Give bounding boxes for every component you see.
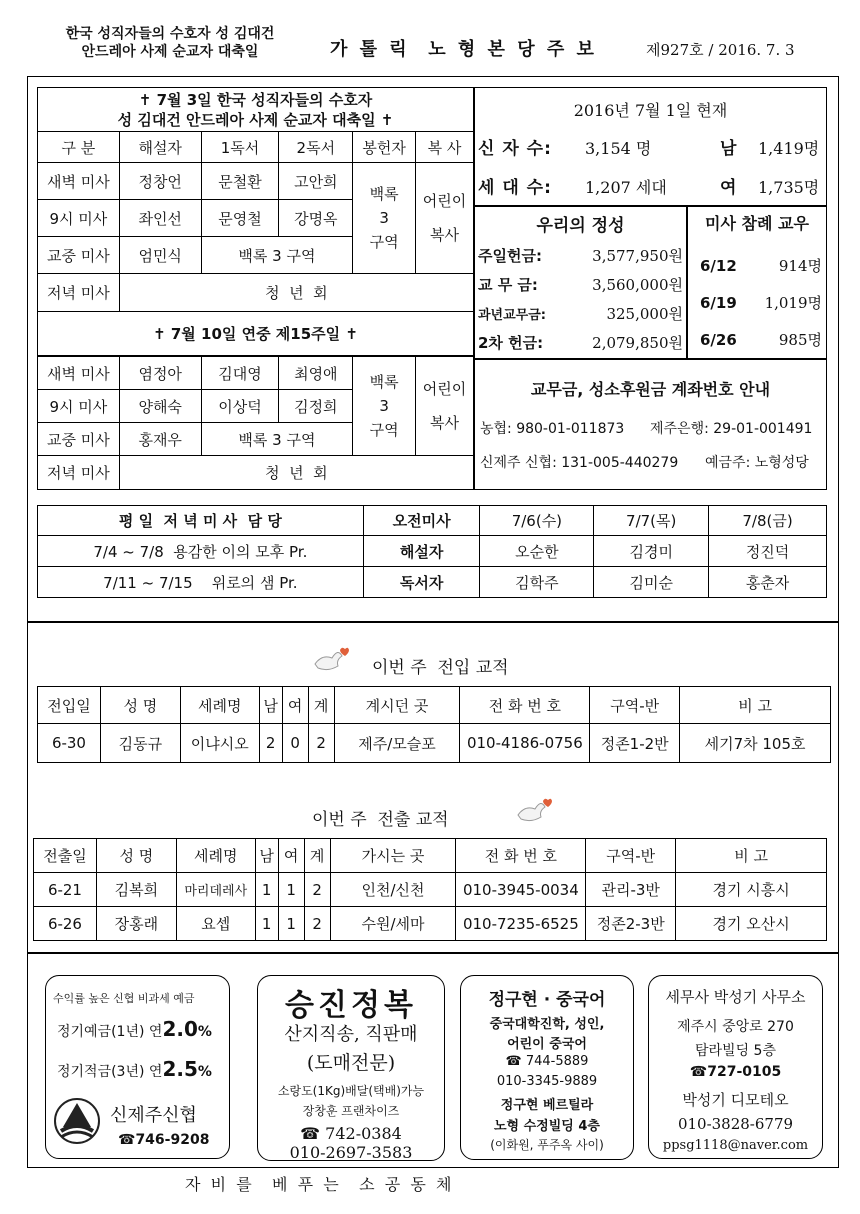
- offertory-group: [353, 357, 416, 456]
- cell: 관리-3반: [586, 873, 676, 907]
- commentator: 정진덕: [709, 536, 827, 567]
- attendance-count: 985명: [778, 331, 822, 349]
- reader1: 이상덕: [201, 390, 279, 423]
- cell: 장홍래: [96, 907, 176, 941]
- col-reading1: 1독서: [201, 132, 279, 163]
- commentator: 오순한: [480, 536, 594, 567]
- attendance-count: 1,019명: [764, 294, 822, 312]
- mass-label: 저녁 미사: [38, 274, 120, 312]
- attendance-date: 6/19: [700, 293, 737, 312]
- col-total: 계: [308, 687, 334, 724]
- roster1-table: [37, 131, 474, 312]
- col-phone: 전 화 번 호: [456, 839, 586, 873]
- date-header: 7/7(목): [594, 506, 709, 536]
- ad2-line3: 소랑도(1Kg)배달(택배)가능: [277, 1084, 425, 1098]
- altar-l2: 복사: [430, 226, 460, 244]
- attendance-title: 미사 참례 교우: [705, 214, 809, 233]
- feast-line1: 한국 성직자들의 수호자 성 김대건: [65, 26, 275, 42]
- offering-label: 주일헌금:: [478, 247, 542, 265]
- offering-label: 과년교무금:: [478, 308, 546, 323]
- col-note: 비 고: [676, 839, 827, 873]
- col-baptismal-name: 세례명: [180, 687, 259, 724]
- attendance-date: 6/12: [700, 256, 737, 275]
- feast-line2: 안드레아 사제 순교자 대축일: [81, 44, 259, 60]
- ad2-line1: 산지직송, 직판매: [284, 1024, 418, 1045]
- ad1-line1: 수익률 높은 신협 비과세 예금: [53, 992, 195, 1005]
- mass-label: 9시 미사: [38, 200, 120, 237]
- ad1-brand: 신제주신협: [110, 1105, 197, 1126]
- reader-label: 독서자: [363, 567, 480, 598]
- ad4-email: ppsg1118@naver.com: [662, 1138, 809, 1153]
- cell: 요셉: [176, 907, 255, 941]
- col-date: 전출일: [34, 839, 97, 873]
- cell: 세기7차 105호: [680, 724, 831, 763]
- offering-value: 3,577,950원: [592, 247, 683, 265]
- cell: 정존1-2반: [590, 724, 680, 763]
- transfer-in-table: [37, 686, 831, 763]
- ad3-mobile: 010-3345-9889: [496, 1074, 598, 1089]
- ad3-line6: 정구현 베르틸라: [500, 1098, 594, 1113]
- col-male: 남: [259, 687, 282, 724]
- cell: 2: [304, 873, 330, 907]
- bulletin-title: 가 톨 릭 노 형 본 당 주 보: [330, 39, 597, 60]
- attendance-count: 914명: [778, 257, 822, 275]
- transfer-out-table: [33, 838, 827, 941]
- cell: 경기 오산시: [676, 907, 827, 941]
- reader2: 강명옥: [279, 200, 353, 237]
- commentator: 좌인선: [119, 200, 201, 237]
- members-value: 3,154 명: [585, 139, 652, 158]
- date-header: 7/6(수): [480, 506, 594, 536]
- ad1-savings-label: 정기적금(3년) 연: [57, 1064, 163, 1080]
- dove-heart-icon: [312, 644, 350, 674]
- reader2: 고안희: [279, 163, 353, 200]
- reader1: 문철환: [201, 163, 279, 200]
- commentator: 양해숙: [119, 390, 201, 423]
- stats-date: 2016년 7월 1일 현재: [573, 101, 728, 120]
- attendance-date: 6/26: [700, 330, 737, 349]
- ad2-line4: 장창훈 프랜차이즈: [302, 1104, 400, 1118]
- ad2-brand: 승진정복: [285, 988, 417, 1023]
- ad3-line8: (이화원, 푸주옥 사이): [490, 1138, 604, 1152]
- youth-group: 청 년 회: [119, 456, 473, 490]
- offering-label: 교 무 금:: [478, 276, 538, 294]
- col-note: 비 고: [680, 687, 831, 724]
- ad3-line3: 어린이 중국어: [507, 1037, 587, 1052]
- account-jeju-bank: 제주은행: 29-01-001491: [650, 421, 813, 437]
- col-date: 전입일: [38, 687, 101, 724]
- col-altar-server: 복 사: [416, 132, 474, 163]
- col-reading2: 2독서: [279, 132, 353, 163]
- ad1-deposit: [57, 1017, 212, 1041]
- reader2: 최영애: [279, 357, 353, 390]
- transfer-out-title: 이번 주 전출 교적: [312, 810, 449, 830]
- ad1-pct: %: [197, 1024, 212, 1040]
- reader1: 문영철: [201, 200, 279, 237]
- cell: 1: [278, 907, 304, 941]
- ad1-pct: %: [197, 1064, 212, 1080]
- cell: 마리데레사: [176, 873, 255, 907]
- reader: 홍춘자: [709, 567, 827, 598]
- commentator: 정창언: [119, 163, 201, 200]
- commentator: 홍재우: [119, 423, 201, 456]
- mass-label: 교중 미사: [38, 423, 120, 456]
- readers: 백록 3 구역: [201, 237, 353, 274]
- offering-value: 2,079,850원: [592, 334, 683, 352]
- ad2-mobile: 010-2697-3583: [289, 1143, 413, 1162]
- credit-union-logo-icon: [53, 1097, 101, 1145]
- cell: 6-26: [34, 907, 97, 941]
- households-value: 1,207 세대: [585, 178, 667, 197]
- weekday-row: 7/4 ~ 7/8 용감한 이의 모후 Pr.: [38, 536, 364, 567]
- commentator: 엄민식: [119, 237, 201, 274]
- offertory-l1: 백록: [369, 185, 399, 203]
- mass-label: 새벽 미사: [38, 163, 120, 200]
- ad1-savings: [57, 1057, 212, 1081]
- ad4-phone: ☎727-0105: [689, 1064, 782, 1080]
- date-header: 7/8(금): [709, 506, 827, 536]
- col-from: 계시던 곳: [334, 687, 460, 724]
- cell: 2: [308, 724, 334, 763]
- mass-label: 교중 미사: [38, 237, 120, 274]
- col-district: 구역-반: [586, 839, 676, 873]
- roster1-title-line2: 성 김대건 안드레아 사제 순교자 대축일 ✝: [117, 110, 394, 129]
- col-offertory: 봉헌자: [353, 132, 416, 163]
- cell: 010-4186-0756: [460, 724, 590, 763]
- ad2-phone: ☎ 742-0384: [300, 1124, 402, 1143]
- mass-label: 9시 미사: [38, 390, 120, 423]
- ad1-deposit-rate: 2.0: [162, 1017, 198, 1041]
- cell: 1: [255, 907, 278, 941]
- ad2-line2: (도매전문): [306, 1052, 396, 1074]
- morning-mass-header: 오전미사: [363, 506, 480, 536]
- col-name: 성 명: [100, 687, 180, 724]
- cell: 김복희: [96, 873, 176, 907]
- account-credit-union: 신제주 신협: 131-005-440279: [480, 455, 679, 471]
- weekday-row: 7/11 ~ 7/15 위로의 샘 Pr.: [38, 567, 364, 598]
- ad3-line1: 정구현 · 중국어: [488, 990, 606, 1010]
- dove-heart-icon: [515, 795, 553, 825]
- cell: 6-21: [34, 873, 97, 907]
- roster2-table: [37, 356, 474, 490]
- commentator-label: 해설자: [363, 536, 480, 567]
- footer-motto: 자 비 를 베 푸 는 소 공 동 체: [185, 1175, 452, 1194]
- cell: 정존2-3반: [586, 907, 676, 941]
- ad1-phone: ☎746-9208: [118, 1132, 210, 1148]
- offertory-l2: 3: [379, 209, 389, 227]
- altar-l1: 어린이: [422, 380, 467, 398]
- cell: 2: [304, 907, 330, 941]
- col-district: 구역-반: [590, 687, 680, 724]
- roster2-title: ✝ 7월 10일 연중 제15주일 ✝: [37, 311, 474, 356]
- offering-value: 325,000원: [606, 305, 683, 323]
- ad3-line2: 중국대학진학, 성인,: [489, 1017, 605, 1032]
- account-nonghyup: 농협: 980-01-011873: [480, 421, 625, 437]
- accounts-title: 교무금, 성소후원금 계좌번호 안내: [530, 380, 771, 399]
- female-value: 1,735명: [758, 178, 820, 197]
- cell: 1: [278, 873, 304, 907]
- offering-value: 3,560,000원: [592, 276, 683, 294]
- cell: 김동규: [100, 724, 180, 763]
- female-label: 여: [720, 178, 737, 198]
- ad1-savings-rate: 2.5: [162, 1057, 198, 1081]
- male-value: 1,419명: [758, 139, 820, 158]
- roster1-title: [37, 87, 474, 131]
- cell: 수원/세마: [330, 907, 456, 941]
- col-female: 여: [282, 687, 308, 724]
- cell: 6-30: [38, 724, 101, 763]
- offertory-l1: 백록: [369, 373, 399, 391]
- col-division: 구 분: [38, 132, 120, 163]
- altar-group: [416, 163, 474, 274]
- account-holder: 예금주: 노형성당: [705, 455, 809, 471]
- ad1-deposit-label: 정기예금(1년) 연: [57, 1024, 163, 1040]
- cell: 010-7235-6525: [456, 907, 586, 941]
- weekday-title: 평 일 저 녁 미 사 담 당: [38, 506, 364, 536]
- ad4-line1: 세무사 박성기 사무소: [665, 988, 806, 1006]
- col-phone: 전 화 번 호: [460, 687, 590, 724]
- ad3-phone: ☎ 744-5889: [505, 1054, 589, 1069]
- transfer-in-title: 이번 주 전입 교적: [372, 658, 509, 678]
- ad3-line7: 노형 수정빌딩 4층: [493, 1119, 600, 1134]
- households-label: 세 대 수:: [478, 178, 552, 198]
- cell: 2: [259, 724, 282, 763]
- altar-group: [416, 357, 474, 456]
- reader: 김미순: [594, 567, 709, 598]
- reader: 김학주: [480, 567, 594, 598]
- reader1: 김대영: [201, 357, 279, 390]
- ad4-line5: 박성기 디모테오: [682, 1091, 789, 1109]
- offertory-l3: 구역: [369, 421, 399, 439]
- cell: 010-3945-0034: [456, 873, 586, 907]
- col-female: 여: [278, 839, 304, 873]
- mass-label: 저녁 미사: [38, 456, 120, 490]
- ad4-line3: 탐라빌딩 5층: [695, 1043, 776, 1059]
- mass-label: 새벽 미사: [38, 357, 120, 390]
- offering-title: 우리의 정성: [536, 216, 625, 236]
- cell: 0: [282, 724, 308, 763]
- ad4-line2: 제주시 중앙로 270: [677, 1019, 794, 1035]
- col-commentator: 해설자: [119, 132, 201, 163]
- cell: 경기 시흥시: [676, 873, 827, 907]
- roster1-title-line1: ✝ 7월 3일 한국 성직자들의 수호자: [138, 90, 373, 109]
- col-baptismal-name: 세례명: [176, 839, 255, 873]
- altar-l2: 복사: [430, 414, 460, 432]
- male-label: 남: [720, 139, 737, 159]
- weekday-mass-table: [37, 505, 827, 598]
- cell: 1: [255, 873, 278, 907]
- offering-label: 2차 헌금:: [478, 334, 544, 352]
- offering-list: [478, 241, 683, 357]
- youth-group: 청 년 회: [119, 274, 473, 312]
- cell: 제주/모슬포: [334, 724, 460, 763]
- cell: 이냐시오: [180, 724, 259, 763]
- col-male: 남: [255, 839, 278, 873]
- offertory-group: [353, 163, 416, 274]
- attendance-list: [700, 247, 822, 358]
- offertory-l2: 3: [379, 397, 389, 415]
- offertory-l3: 구역: [369, 233, 399, 251]
- altar-l1: 어린이: [422, 192, 467, 210]
- reader2: 김정희: [279, 390, 353, 423]
- members-label: 신 자 수:: [478, 139, 552, 159]
- readers: 백록 3 구역: [201, 423, 353, 456]
- cell: 인천/신천: [330, 873, 456, 907]
- col-name: 성 명: [96, 839, 176, 873]
- col-to: 가시는 곳: [330, 839, 456, 873]
- feast-title: [20, 20, 320, 66]
- commentator: 김경미: [594, 536, 709, 567]
- issue-number: 제927호 / 2016. 7. 3: [646, 41, 795, 59]
- ad4-mobile: 010-3828-6779: [677, 1115, 794, 1133]
- col-total: 계: [304, 839, 330, 873]
- commentator: 염정아: [119, 357, 201, 390]
